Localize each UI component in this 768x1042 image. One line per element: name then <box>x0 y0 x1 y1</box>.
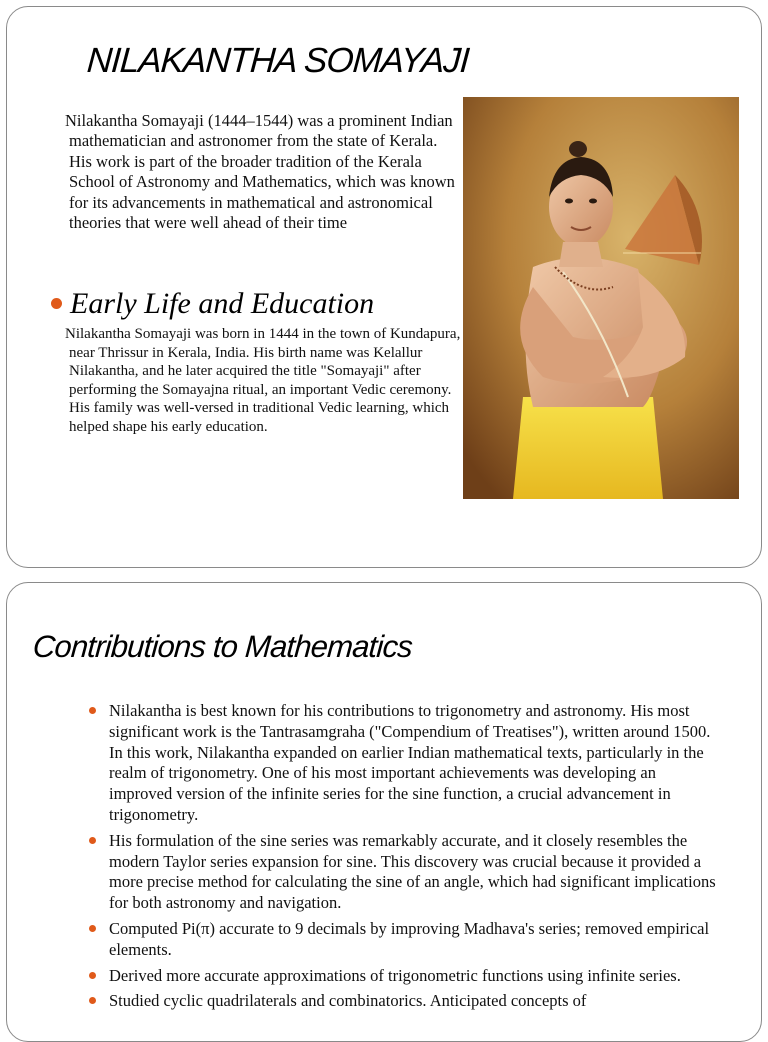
contributions-list <box>83 701 723 1017</box>
early-life-paragraph: Nilakantha Somayaji was born in 1444 in the town of Kundapura, near Thrissur in Kerala, India. His birth name was Kelallur Nilakantha, and he later acquired the title "Somayaji" after performing the Somayajna ritual, an important Vedic ceremony. His family was well-versed in traditional Vedic learning, which helped shape his early education. <box>65 326 461 435</box>
portrait-illustration <box>463 97 739 499</box>
list-item <box>83 831 723 914</box>
bullet-icon <box>89 837 96 844</box>
list-item <box>83 701 723 826</box>
slide-title: NILAKANTHA SOMAYAJI <box>85 41 471 80</box>
list-item-text: His formulation of the sine series was remarkably accurate, and it closely resembles the modern Taylor series expansion for sine. This discovery was crucial because it provided a more precise method for calculating the sine of an angle, which had significant implications for both astronomy and navigation. <box>109 830 716 913</box>
bullet-icon <box>89 997 96 1004</box>
list-item-text: Derived more accurate approximations of trigonometric functions using infinite series. <box>109 965 681 985</box>
bullet-icon <box>51 298 62 309</box>
bullet-icon <box>89 972 96 979</box>
list-item-text: Computed Pi(π) accurate to 9 decimals by improving Madhava's series; removed empirical elements. <box>109 918 710 959</box>
slide-1 <box>6 6 762 568</box>
slide-title: Contributions to Mathematics <box>31 629 414 664</box>
slide-2 <box>6 582 762 1042</box>
bullet-icon <box>89 707 96 714</box>
portrait-image <box>463 97 739 499</box>
intro-paragraph: Nilakantha Somayaji (1444–1544) was a prominent Indian mathematician and astronomer from the state of Kerala. His work is part of the broader tradition of the Kerala School of Astronomy and Mathematics, which was known for its advancements in mathematical and astronomical theories that were well ahead of their time <box>65 111 455 233</box>
list-item <box>83 966 723 987</box>
list-item <box>83 991 723 1012</box>
list-item-text: Studied cyclic quadrilaterals and combinatorics. Anticipated concepts of <box>109 991 587 1011</box>
list-item-text: Nilakantha is best known for his contributions to trigonometry and astronomy. His most significant work is the Tantrasamgraha ("Compendium of Treatises"), written around 1500. In this work, Nilakantha expanded on earlier Indian mathematical texts, particularly in the realm of trigonometry. One of his most important achievements was developing an improved version of the infinite series for the sine function, a crucial advancement in trigonometry. <box>109 701 711 824</box>
bullet-icon <box>89 925 96 932</box>
list-item <box>83 919 723 961</box>
section-heading <box>51 287 374 321</box>
section-heading-text: Early Life and Education <box>70 287 375 320</box>
